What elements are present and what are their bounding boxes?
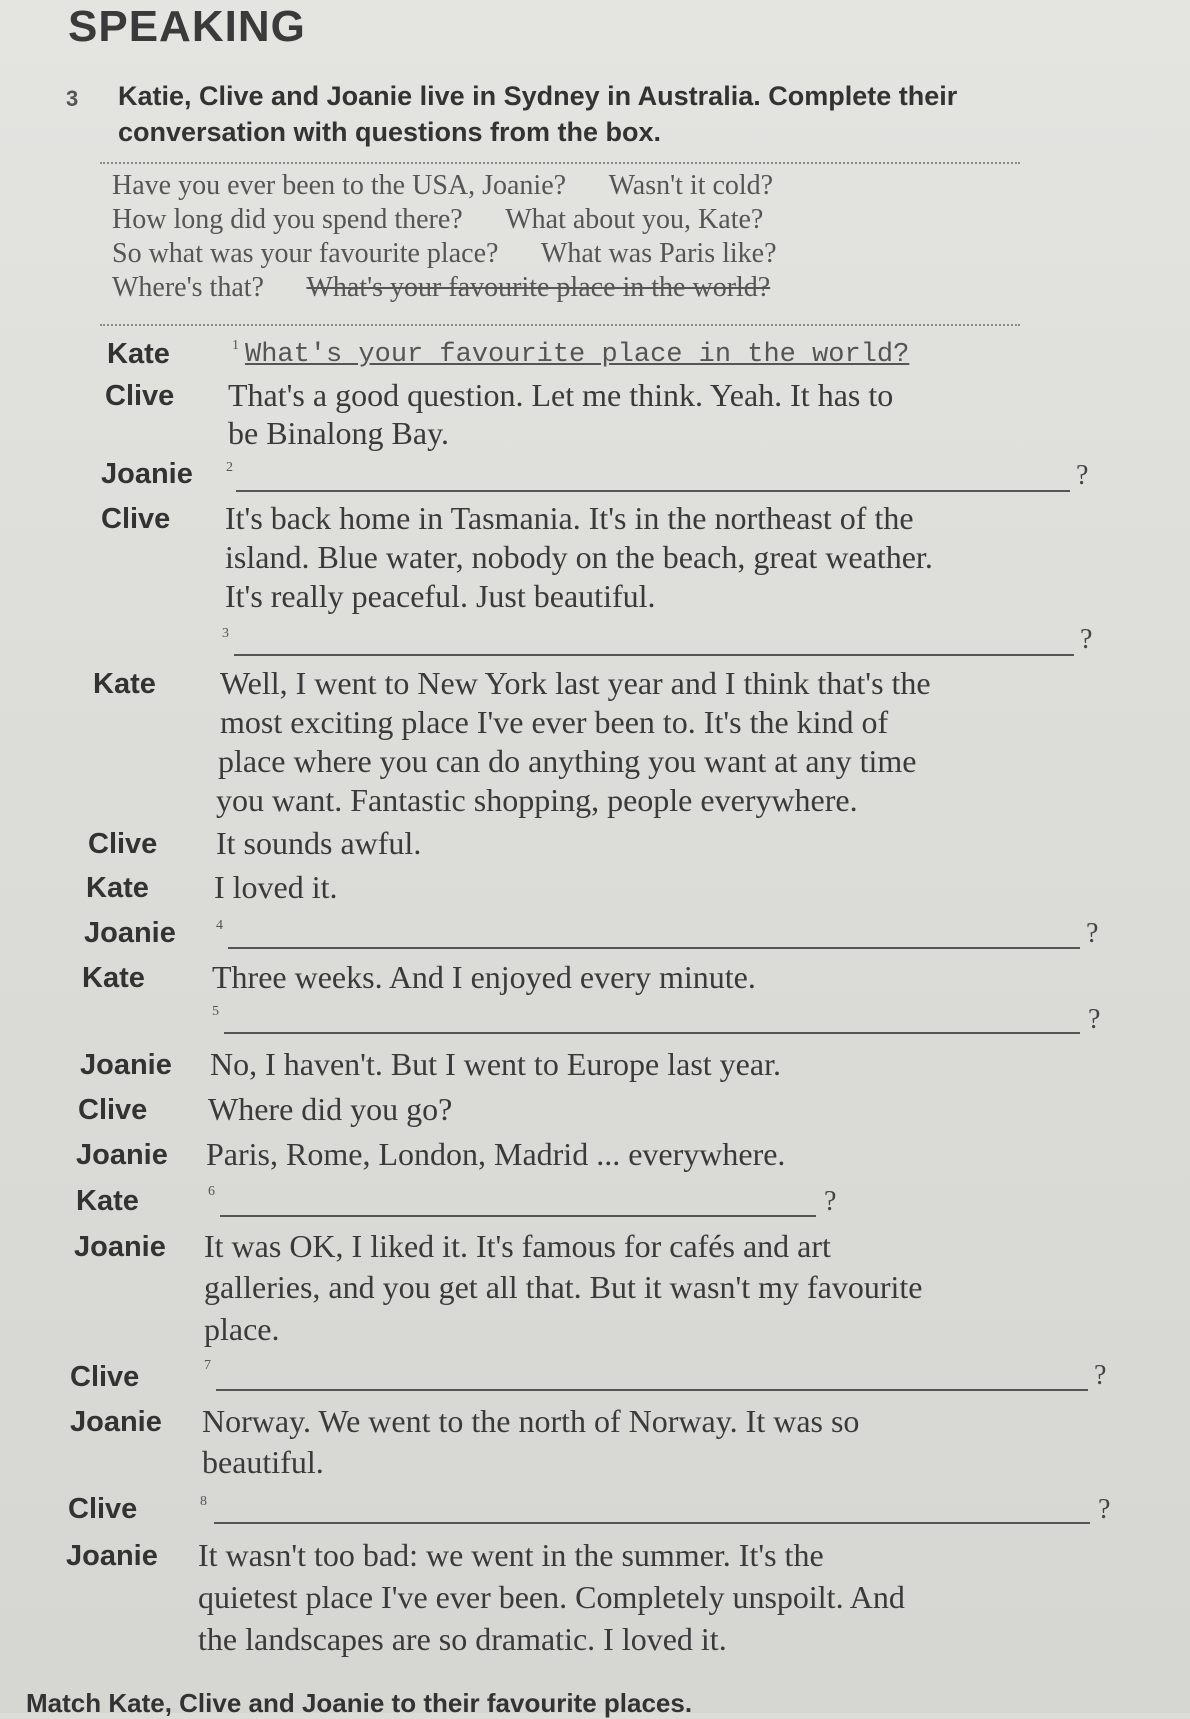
speaker-name: Clive: [101, 503, 171, 535]
box-question: Have you ever been to the USA, Joanie?: [112, 170, 567, 201]
question-mark: ?: [1086, 918, 1099, 949]
instruction-line-2: conversation with questions from the box.: [118, 117, 662, 147]
gap-number: 1: [232, 338, 239, 353]
answer-blank[interactable]: [220, 1215, 816, 1217]
dialogue-line: It wasn't too bad: we went in the summer. It's the: [198, 1537, 824, 1573]
question-mark: ?: [1094, 1360, 1107, 1391]
speaker-name: Clive: [70, 1361, 140, 1393]
box-question: How long did you spend there?: [112, 204, 463, 235]
gap-number: 2: [226, 460, 233, 475]
exercise-instruction: [118, 78, 1048, 150]
speaker-name: Kate: [86, 872, 149, 904]
speaker-name: Kate: [93, 668, 156, 700]
dialogue-line: It's back home in Tasmania. It's in the northeast of the: [225, 500, 914, 536]
speaker-name: Joanie: [76, 1139, 168, 1171]
speaker-name: Clive: [105, 380, 175, 412]
dialogue-line: Paris, Rome, London, Madrid ... everywhere.: [206, 1136, 786, 1172]
speaker-name: Kate: [107, 338, 170, 370]
box-question: So what was your favourite place?: [112, 238, 499, 269]
dialogue-line: I loved it.: [214, 869, 338, 905]
dialogue-line: quietest place I've ever been. Completely unspoilt. And: [198, 1579, 905, 1615]
dialogue-line: island. Blue water, nobody on the beach, great weather.: [225, 539, 933, 575]
speaker-name: Kate: [82, 962, 145, 994]
dialogue-line: Norway. We went to the north of Norway. It was so: [202, 1403, 860, 1439]
question-mark: ?: [1076, 460, 1089, 491]
speaker-name: Joanie: [84, 917, 176, 949]
dialogue-line: It's really peaceful. Just beautiful.: [225, 578, 656, 614]
speaker-name: Joanie: [74, 1231, 166, 1263]
box-row: [112, 170, 809, 202]
next-exercise-instruction: Match Kate, Clive and Joanie to their favourite places.: [26, 1688, 693, 1718]
gap-number: 3: [222, 626, 229, 641]
dialogue-line: most exciting place I've ever been to. It's the kind of: [220, 704, 889, 740]
dialogue-line: Where did you go?: [208, 1091, 453, 1127]
instruction-line-1: Katie, Clive and Joanie live in Sydney in Australia. Complete their: [118, 81, 958, 111]
dialogue-line: galleries, and you get all that. But it wasn't my favourite: [204, 1269, 923, 1305]
gap-number: 5: [212, 1004, 219, 1019]
speaker-name: Clive: [68, 1493, 138, 1525]
gap-number: 4: [216, 918, 223, 933]
dialogue-line: you want. Fantastic shopping, people everywhere.: [216, 782, 858, 818]
gap-number: 8: [200, 1494, 207, 1509]
example-answer: What's your favourite place in the world?: [245, 340, 910, 370]
box-row: [112, 204, 799, 236]
box-question: Wasn't it cold?: [608, 170, 774, 201]
question-box: [100, 162, 1020, 326]
speaker-name: Clive: [78, 1094, 148, 1126]
speaker-name: Joanie: [70, 1406, 162, 1438]
box-row: [112, 272, 806, 304]
question-mark: ?: [1098, 1494, 1111, 1525]
dialogue-line: place where you can do anything you want at any time: [218, 743, 917, 779]
speaker-name: Joanie: [80, 1049, 172, 1081]
speaker-name: Kate: [76, 1185, 139, 1217]
dialogue-line: place.: [204, 1311, 280, 1347]
question-mark: ?: [824, 1186, 837, 1217]
section-title: SPEAKING: [68, 2, 306, 51]
answer-blank[interactable]: [216, 1389, 1088, 1391]
dialogue-line: No, I haven't. But I went to Europe last year.: [210, 1046, 781, 1082]
dialogue-line: the landscapes are so dramatic. I loved it.: [198, 1621, 727, 1657]
speaker-name: Joanie: [66, 1540, 158, 1572]
box-question: What about you, Kate?: [505, 204, 764, 235]
gap-number: 6: [208, 1184, 215, 1199]
dialogue-line: be Binalong Bay.: [228, 415, 449, 451]
speaker-name: Clive: [88, 828, 158, 860]
dialogue-line: It was OK, I liked it. It's famous for cafés and art: [204, 1228, 831, 1264]
exercise-number: 3: [66, 86, 79, 111]
box-question: What was Paris like?: [540, 238, 777, 269]
answer-blank[interactable]: [236, 490, 1070, 492]
dialogue-line: Well, I went to New York last year and I think that's the: [220, 665, 931, 701]
question-mark: ?: [1080, 624, 1093, 655]
gap-number: 7: [204, 1358, 211, 1373]
answer-blank[interactable]: [214, 1522, 1090, 1524]
box-row: [112, 238, 813, 270]
answer-blank[interactable]: [228, 947, 1080, 949]
dialogue-line: beautiful.: [202, 1444, 324, 1480]
box-question: Where's that?: [112, 272, 264, 303]
speaker-name: Joanie: [101, 458, 193, 490]
dialogue-line: It sounds awful.: [216, 825, 422, 861]
answer-blank[interactable]: [234, 654, 1074, 656]
answer-blank[interactable]: [224, 1032, 1080, 1034]
question-mark: ?: [1088, 1004, 1101, 1035]
dialogue-line: That's a good question. Let me think. Yeah. It has to: [228, 377, 894, 413]
box-question-used: What's your favourite place in the world?: [306, 272, 771, 303]
dialogue-line: Three weeks. And I enjoyed every minute.: [212, 959, 756, 995]
